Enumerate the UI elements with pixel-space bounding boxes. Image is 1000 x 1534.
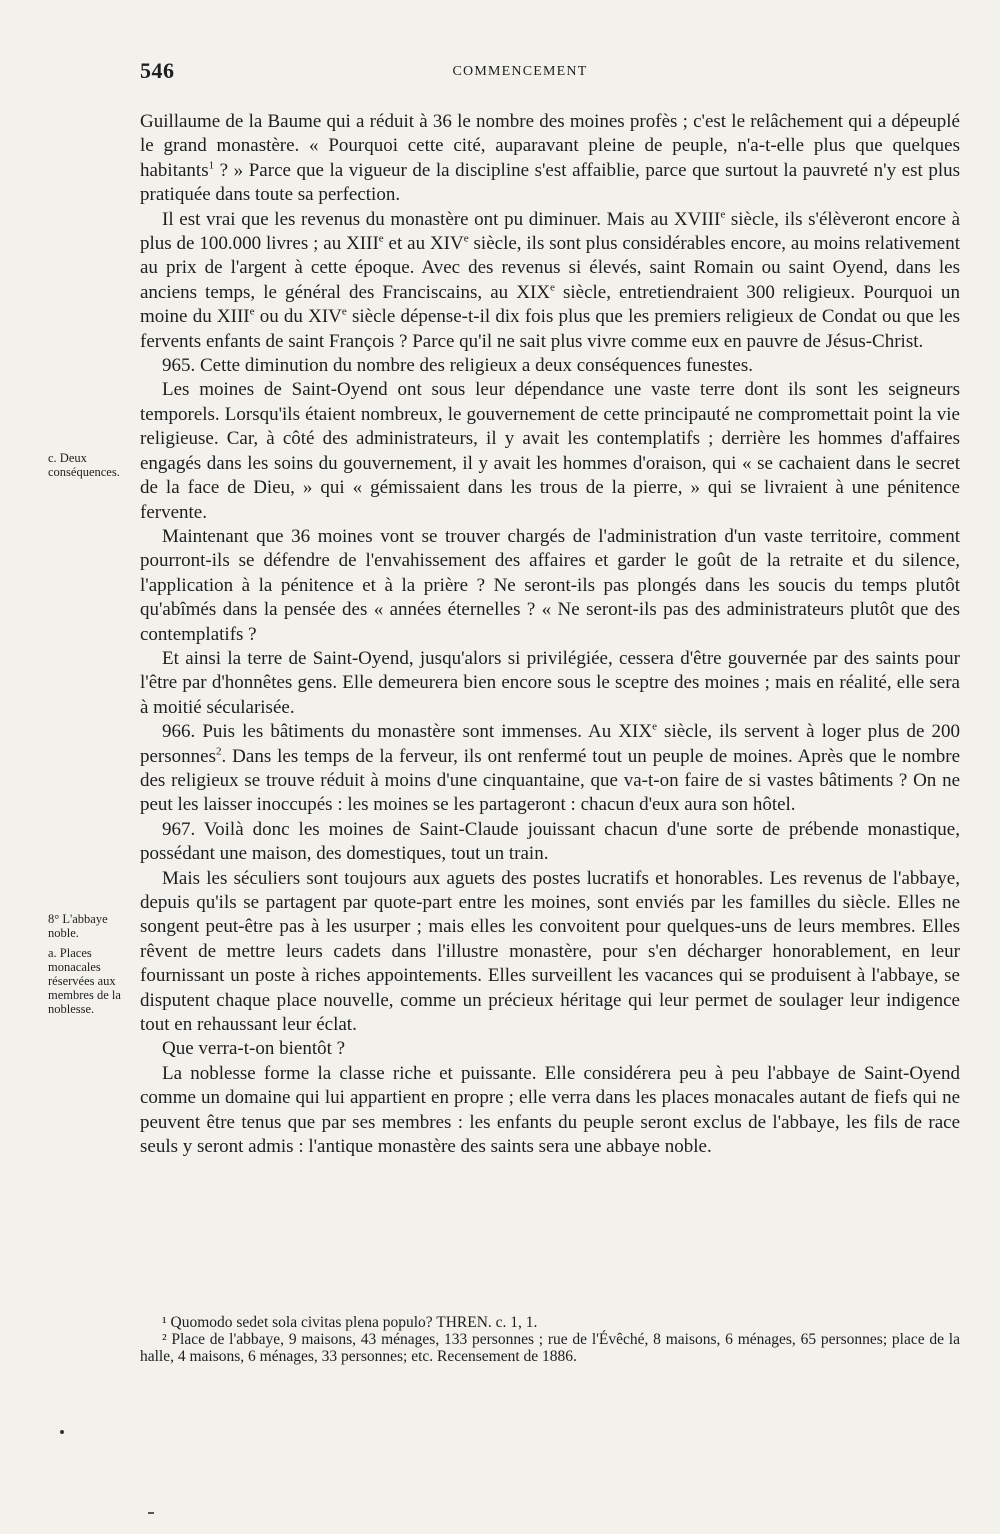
paragraph: Mais les séculiers sont toujours aux aguets des postes lucratifs et honorables. Les revenus de l'abbaye, depuis qu'ils se partagent par quote-part entre les moines, sont enviés par les familles du siècle. Elles ne songent peut-être pas à les usurper ; mais elles les convoitent pour quelques-uns de leurs membres. Elles rêvent de mettre leurs cadets dans l'illustre monastère, pour s'en décharger honorablement, en leur fournissant un poste à riches appointements. Elles surveillent les vacances qui se produisent à l'abbaye, se disputent chaque place nouvelle, comme un précieux héritage qui leur permet de soulager leur indigence tout en rehaussant leur éclat. <box>140 867 960 1036</box>
running-head: COMMENCEMENT <box>452 64 588 79</box>
sidenote-places-monacales: a. Places monacales réservées aux membres de la noblesse. <box>48 946 121 1016</box>
paragraph: La noblesse forme la classe riche et puissante. Elle considérera peu à peu l'abbaye de Saint-Oyend comme un domaine qui lui appartient en propre ; elle verra dans les places monacales autant de fiefs qui ne peuvent être tenus que par ses membres : les enfants du peuple seront exclus de l'abbaye, les fils de race seuls y seront admis : l'antique monastère des saints sera une abbaye noble. <box>140 1062 960 1158</box>
sidenote-deux-consequences: c. Deux conséquences. <box>48 451 120 479</box>
paragraph: Les moines de Saint-Oyend ont sous leur dépendance une vaste terre dont ils sont les seigneurs temporels. Lorsqu'ils étaient nombreux, le gouvernement de cette principauté ne compromettait point la vie religieuse. Car, à côté des administrateurs, il y avait les contemplatifs ; derrière les hommes d'affaires engagés dans les soins du gouvernement, il y avait les hommes d'oraison, qui « se cachaient dans le secret de la face de Dieu, » qui « gémissaient dans les trous de la pierre, » qui se livraient à une pénitence fervente. <box>140 379 960 523</box>
paragraph: Il est vrai que les revenus du monastère ont pu diminuer. Mais au XVIIIe siècle, ils s'élèveront encore à plus de 100.000 livres ; au XIIIe et au XIVe siècle, ils sont plus considérables encore, au moins relativement au prix de l'argent à cette époque. Avec des revenus si élevés, saint Romain ou saint Oyend, dans les anciens temps, le général des Franciscains, au XIXe siècle, entretiendraient 300 religieux. Pourquoi un moine du XIIIe ou du XIVe siècle dépense-t-il dix fois plus que les premiers religieux de Condat ou que les fervents enfants de saint François ? Parce qu'il ne sait plus vivre comme eux en pauvre de Jésus-Christ. <box>140 208 961 352</box>
superscript: e <box>341 305 347 318</box>
superscript: e <box>550 281 555 294</box>
paragraph: Que verra-t-on bientôt ? <box>162 1038 346 1060</box>
paragraph: Maintenant que 36 moines vont se trouver chargés de l'administration d'un vaste territoire, comment pourront-ils se défendre de l'envahissement des affaires et garder le goût de la retraite et du silence, l'application à la pénitence et à la prière ? Ne seront-ils pas plongés dans les soucis du temps plutôt qu'abîmés dans la pensée des « années éternelles ? « Ne seront-ils pas des administrateurs plutôt que des contemplatifs ? <box>140 525 960 645</box>
superscript: e <box>249 305 255 318</box>
superscript: e <box>720 208 726 221</box>
paragraph: 967. Voilà donc les moines de Saint-Claude jouissant chacun d'une sorte de prébende monastique, possédant une maison, des domestiques, tout un train. <box>140 818 960 865</box>
superscript: 2 <box>215 745 222 758</box>
superscript: 1 <box>208 159 215 172</box>
ink-speck <box>60 1430 64 1434</box>
body-text <box>140 110 960 1159</box>
paragraph: Guillaume de la Baume qui a réduit à 36 le nombre des moines profès ; c'est le relâchement qui a dépeuplé le grand monastère. « Pourquoi cette cité, auparavant pleine de peuple, n'a-t-elle plus que quelques habitants$^1$ ? » Parce que la vigueur de la discipline s'est affaiblie, parce que surtout la pauvreté n'y est plus pratiquée dans toute sa perfection. <box>140 111 960 206</box>
paragraph: Et ainsi la terre de Saint-Oyend, jusqu'alors si privilégiée, cessera d'être gouvernée par des saints pour l'être par d'honnêtes gens. Elle demeurera bien encore sous le sceptre des moines ; mais en réalité, elle sera à moitié sécularisée. <box>140 647 960 718</box>
superscript: e <box>463 232 469 245</box>
footnote-1: ¹ Quomodo sedet sola civitas plena populo? THREN. c. 1, 1. <box>162 1314 538 1331</box>
paragraph: 965. Cette diminution du nombre des religieux a deux conséquences funestes. <box>162 355 753 377</box>
footnotes <box>140 1314 960 1365</box>
sidenote-abbaye-noble: 8° L'abbaye noble. <box>48 912 108 940</box>
page-number: 546 <box>140 58 175 83</box>
paragraph: 966. Puis les bâtiments du monastère sont immenses. Au XIXe siècle, ils servent à loger plus de 200 personnes$^2$. Dans les temps de la ferveur, ils ont renfermé tout un peuple de moines. Après que le nombre des religieux se trouve réduit à moins d'une cinquantaine, que va-t-on faire de si vastes bâtiments ? On ne peut les laisser inoccupés : les moines se les partageront : chacun d'eux aura son hôtel. <box>140 720 960 816</box>
ink-speck <box>148 1512 154 1514</box>
footnote-2: ² Place de l'abbaye, 9 maisons, 43 ménages, 133 personnes ; rue de l'Évêché, 8 maisons, 6 ménages, 65 personnes; place de la halle, 4 maisons, 6 ménages, 33 personnes; etc. Recensement de 1886. <box>140 1331 960 1365</box>
superscript: e <box>652 720 657 733</box>
superscript: e <box>378 232 384 245</box>
